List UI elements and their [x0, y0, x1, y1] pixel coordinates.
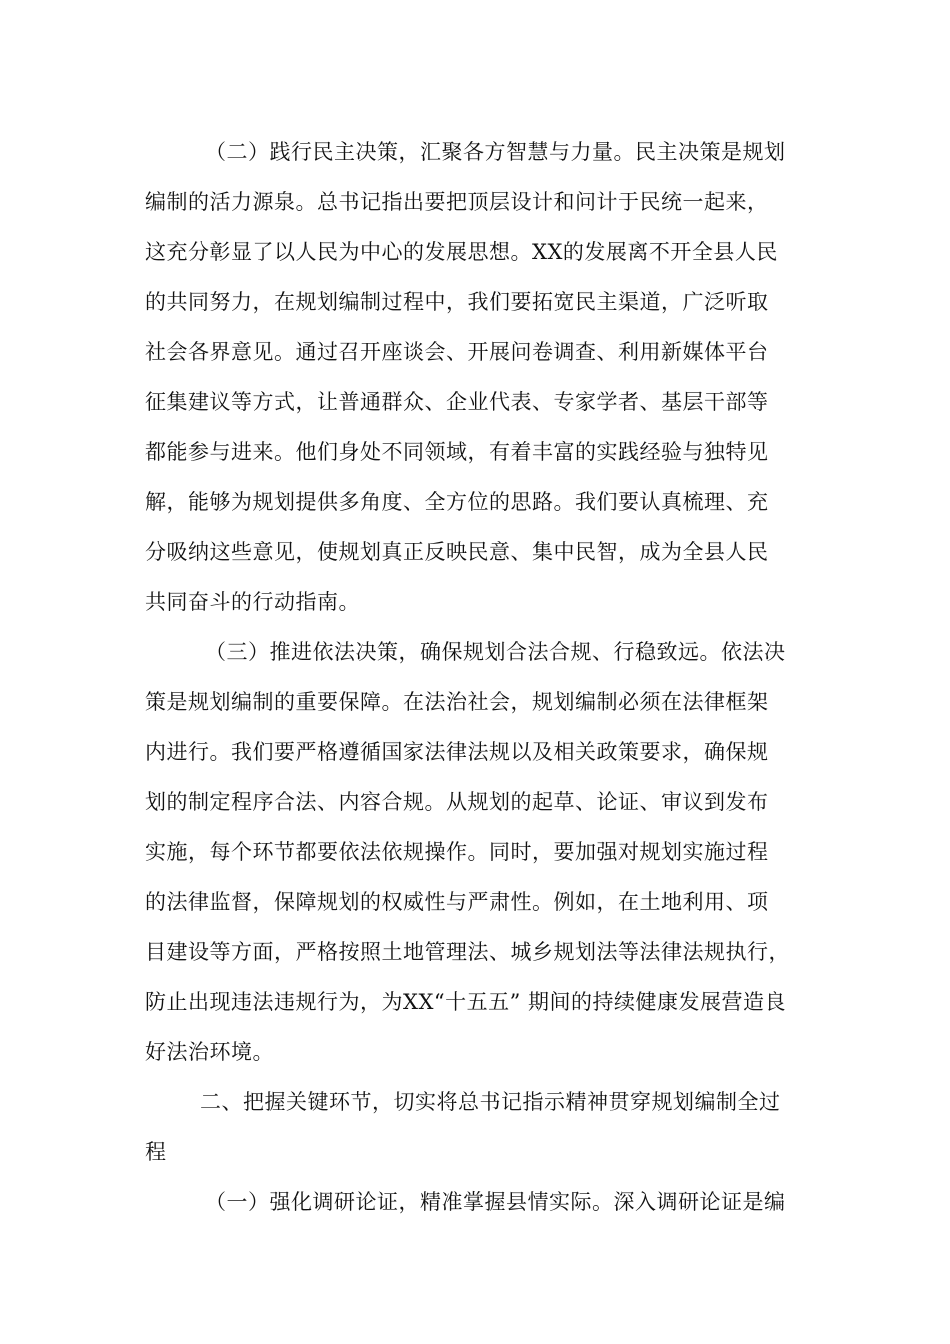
paragraph-line: 编制的活力源泉。总书记指出要把顶层设计和问计于民统一起来， [145, 190, 769, 214]
paragraph-line: 共同奋斗的行动指南。 [145, 590, 360, 614]
section-heading: 二、把握关键环节，切实将总书记指示精神贯穿规划编制全过 [200, 1090, 781, 1114]
paragraph-line: 划的制定程序合法、内容合规。从规划的起草、论证、审议到发布 [145, 790, 769, 814]
paragraph-line: 的法律监督，保障规划的权威性与严肃性。例如，在土地利用、项 [145, 890, 769, 914]
paragraph-line: 目建设等方面，严格按照土地管理法、城乡规划法等法律法规执行， [145, 940, 790, 964]
paragraph-line: 好法治环境。 [145, 1040, 274, 1064]
paragraph-line: 防止出现违法违规行为，为XX“十五五” 期间的持续健康发展营造良 [145, 990, 787, 1014]
paragraph-line: 内进行。我们要严格遵循国家法律法规以及相关政策要求，确保规 [145, 740, 769, 764]
paragraph-line: 社会各界意见。通过召开座谈会、开展问卷调查、利用新媒体平台 [145, 340, 769, 364]
section-heading-continuation: 程 [145, 1140, 167, 1164]
paragraph-line: 这充分彰显了以人民为中心的发展思想。XX的发展离不开全县人民 [145, 240, 778, 264]
paragraph-line: （三）推进依法决策，确保规划合法合规、行稳致远。依法决 [205, 640, 786, 664]
paragraph-line: （一）强化调研论证，精准掌握县情实际。深入调研论证是编 [205, 1190, 786, 1214]
paragraph-line: 实施，每个环节都要依法依规操作。同时，要加强对规划实施过程 [145, 840, 769, 864]
paragraph-line: 的共同努力，在规划编制过程中，我们要拓宽民主渠道，广泛听取 [145, 290, 769, 314]
paragraph-line: 都能参与进来。他们身处不同领域，有着丰富的实践经验与独特见 [145, 440, 769, 464]
paragraph-line: 策是规划编制的重要保障。在法治社会，规划编制必须在法律框架 [145, 690, 769, 714]
paragraph-line: 分吸纳这些意见，使规划真正反映民意、集中民智，成为全县人民 [145, 540, 769, 564]
paragraph-line: 解，能够为规划提供多角度、全方位的思路。我们要认真梳理、充 [145, 490, 769, 514]
paragraph-line: （二）践行民主决策，汇聚各方智慧与力量。民主决策是规划 [205, 140, 786, 164]
paragraph-line: 征集建议等方式，让普通群众、企业代表、专家学者、基层干部等 [145, 390, 769, 414]
